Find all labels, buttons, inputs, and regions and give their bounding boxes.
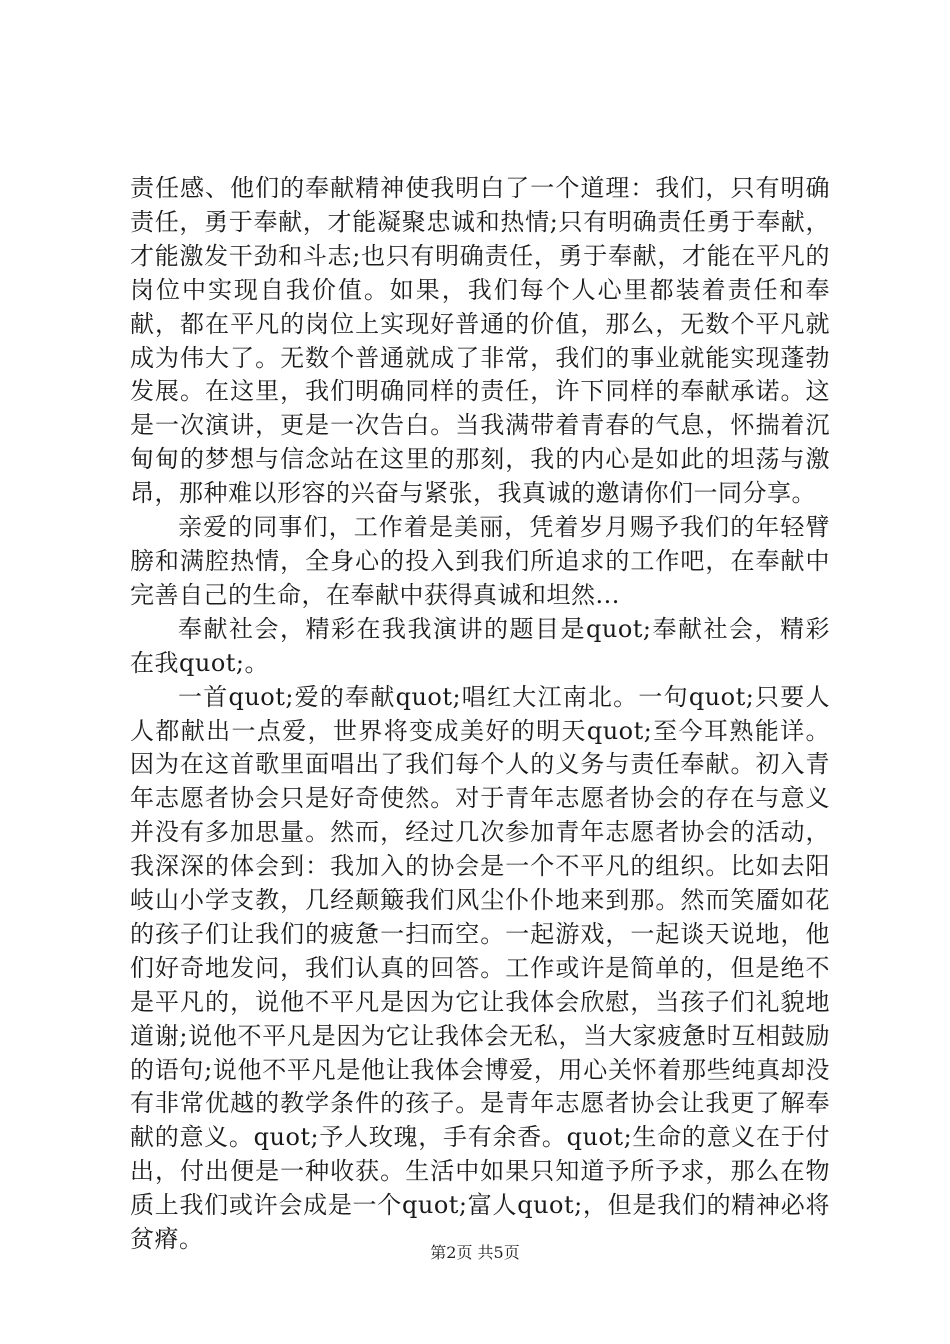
paragraph-2: 亲爱的同事们，工作着是美丽，凭着岁月赐予我们的年轻臂膀和满腔热情，全身心的投入到我们所追求的工作吧，在奉献中完善自己的生命，在奉献中获得真诚和坦然...: [130, 513, 830, 609]
page-number-footer: 第2页 共5页: [430, 1243, 520, 1262]
paragraph-4: 一首quot;爱的奉献quot;唱红大江南北。一句quot;只要人人都献出一点爱，世界将变成美好的明天quot;至今耳熟能详。因为在这首歌里面唱出了我们每个人的义务与责任奉献。初入青年志愿者协会只是好奇使然。对于青年志愿者协会的存在与意义并没有多加思量。然而，经过几次参加青年志愿者协会的活动，我深深的体会到：我加入的协会是一个不平凡的组织。比如去阳岐山小学支教，几经颠簸我们风尘仆仆地来到那。然而笑靥如花的孩子们让我们的疲惫一扫而空。一起游戏，一起谈天说地，他们好奇地发问，我们认真的回答。工作或许是简单的，但是绝不是平凡的，说他不平凡是因为它让我体会欣慰，当孩子们礼貌地道谢;说他不平凡是因为它让我体会无私，当大家疲惫时互相鼓励的语句;说他不平凡是他让我体会博爱，用心关怀着那些纯真却没有非常优越的教学条件的孩子。是青年志愿者协会让我更了解奉献的意义。quot;予人玫瑰，手有余香。quot;生命的意义在于付出，付出便是一种收获。生活中如果只知道予所予求，那么在物质上我们或许会成是一个quot;富人quot;，但是我们的精神必将贫瘠。: [130, 682, 830, 1254]
document-body: [130, 172, 830, 1257]
paragraph-1: 责任感、他们的奉献精神使我明白了一个道理：我们，只有明确责任，勇于奉献，才能凝聚忠诚和热情;只有明确责任勇于奉献，才能激发干劲和斗志;也只有明确责任，勇于奉献，才能在平凡的岗位中实现自我价值。如果，我们每个人心里都装着责任和奉献，都在平凡的岗位上实现好普通的价值，那么，无数个平凡就成为伟大了。无数个普通就成了非常，我们的事业就能实现蓬勃发展。在这里，我们明确同样的责任，许下同样的奉献承诺。这是一次演讲，更是一次告白。当我满带着青春的气息，怀揣着沉甸甸的梦想与信念站在这里的那刻，我的内心是如此的坦荡与激昂，那种难以形容的兴奋与紧张，我真诚的邀请你们一同分享。: [130, 174, 830, 508]
paragraph-3: 奉献社会，精彩在我我演讲的题目是quot;奉献社会，精彩在我quot;。: [130, 614, 830, 677]
